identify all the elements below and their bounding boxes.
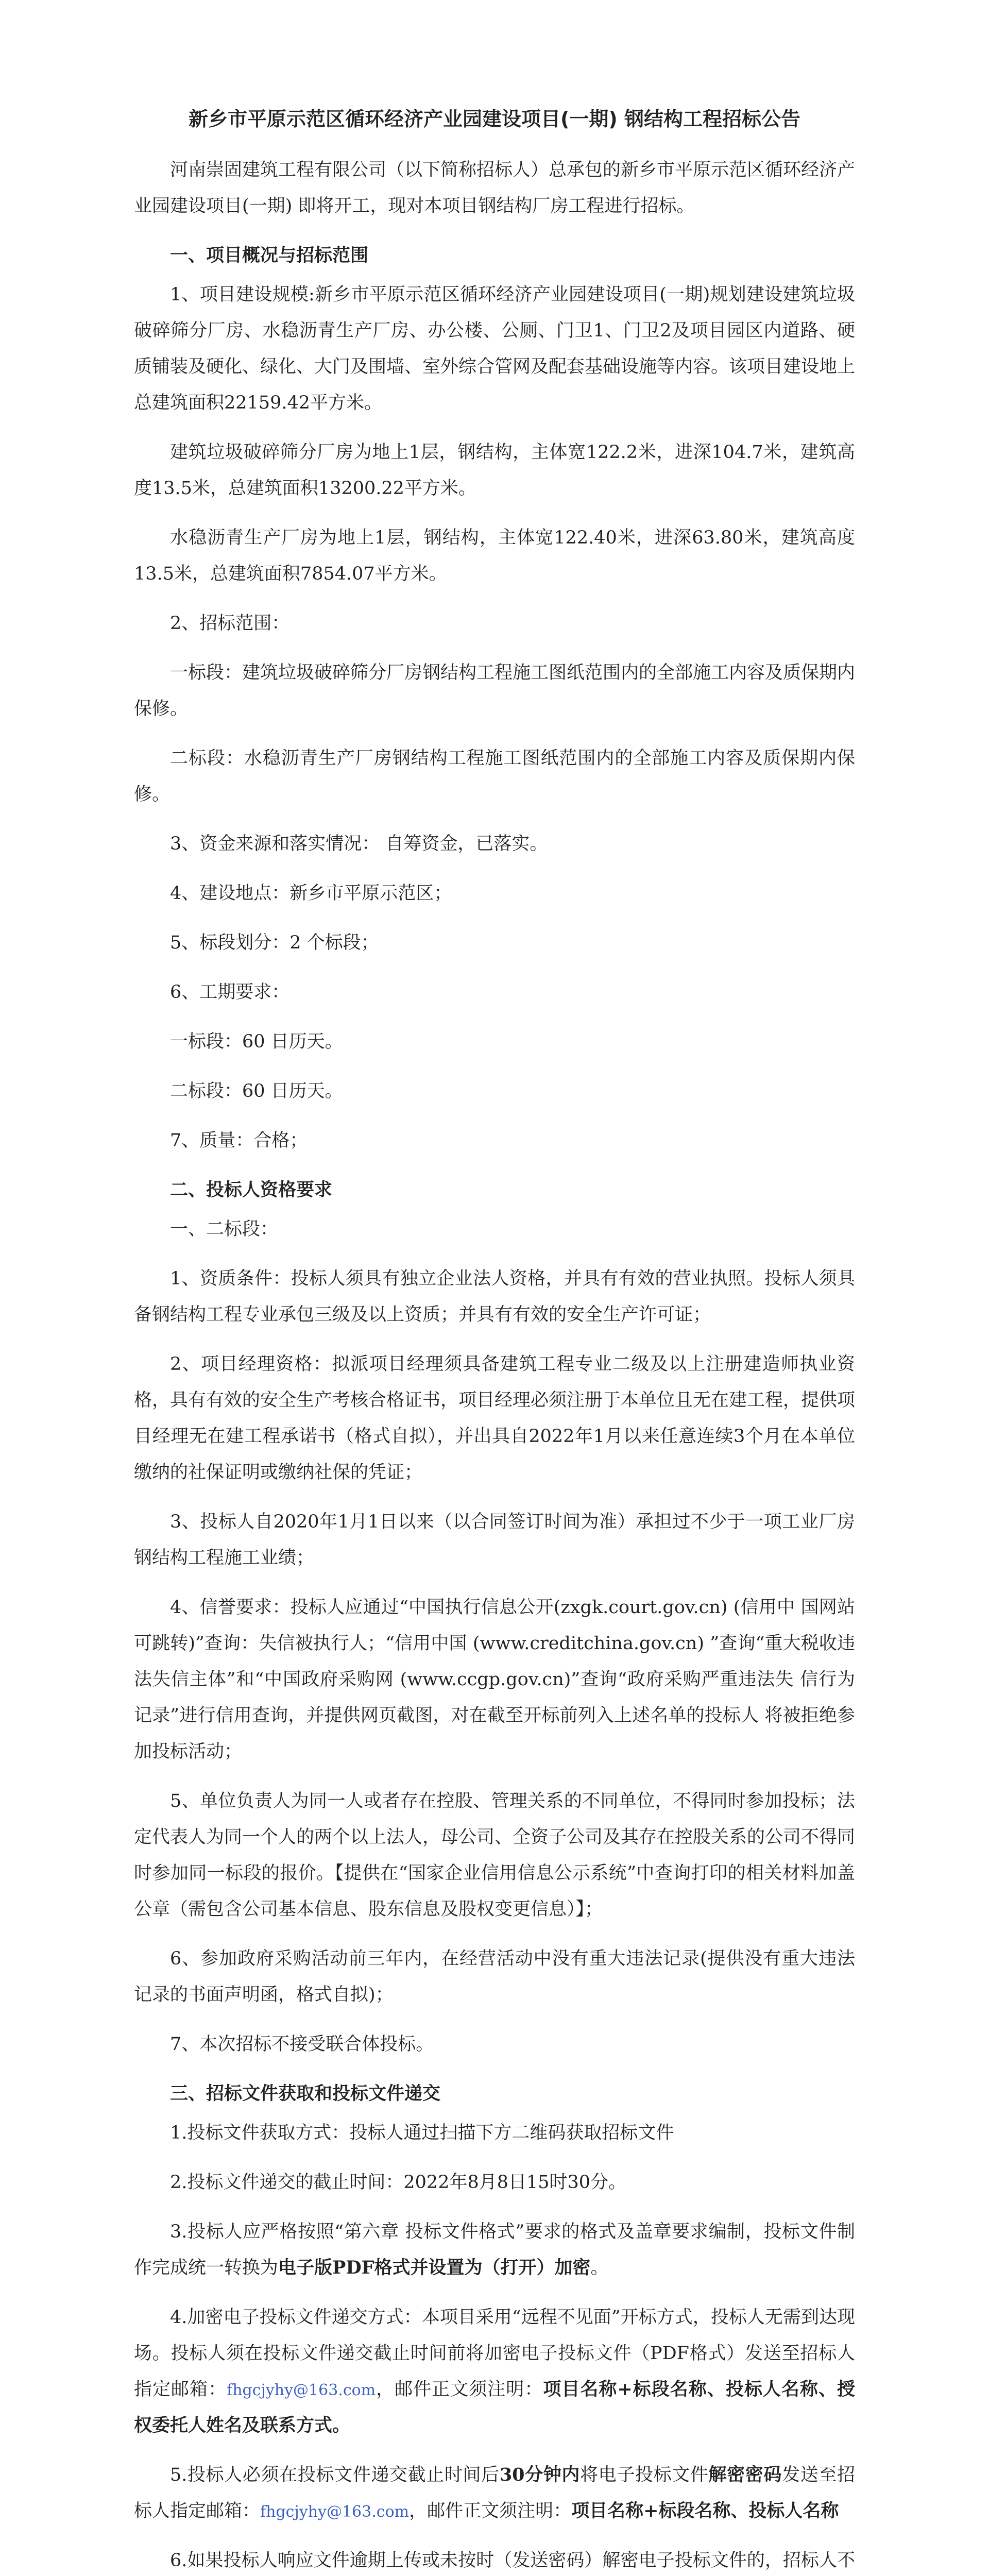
notice-title: 新乡市平原示范区循环经济产业园建设项目(一期) 钢结构工程招标公告: [189, 108, 800, 130]
performance-requirement: 3、投标人自2020年1月1日以来（以合同签订时间为准）承担过不少于一项工业厂房钢结构工程施工业绩；: [134, 1512, 855, 1568]
format-bold: 电子版PDF格式并设置为（打开）加密: [278, 2257, 591, 2278]
section-1-heading: 一、项目概况与招标范围: [170, 245, 369, 266]
lot2-scope: 二标段：水稳沥青生产厂房钢结构工程施工图纸范围内的全部施工内容及质保期内保修。: [134, 748, 855, 805]
lot1-scope: 一标段：建筑垃圾破碎筛分厂房钢结构工程施工图纸范围内的全部施工内容及质保期内保修。: [134, 663, 856, 719]
submission-note: ，邮件正文须注明：: [376, 2379, 543, 2400]
submission-text: 4.加密电子投标文件递交方式：本项目采用“远程不见面”开标方式，投标人无需到达现场。投标人须在投标文件递交截止时间前将加密电子投标文件（PDF格式）发送至招标人指定邮箱：: [134, 2307, 855, 2400]
no-violation: 6、参加政府采购活动前三年内，在经营活动中没有重大违法记录(提供没有重大违法记录的书面声明函，格式自拟)；: [134, 1948, 855, 2005]
email-link-2[interactable]: fhgcjyhy@163.com: [260, 2503, 410, 2521]
funding: 3、资金来源和落实情况： 自筹资金，已落实。: [170, 834, 548, 854]
deadline: 2.投标文件递交的截止时间：2022年8月8日15时30分。: [170, 2172, 627, 2193]
lots-label: 一、二标段：: [170, 1219, 279, 1240]
qualification: 1、资质条件：投标人须具有独立企业法人资格，并具有有效的营业执照。投标人须具备钢结构工程专业承包三级及以上资质；并具有有效的安全生产许可证；: [134, 1268, 855, 1325]
manager-qualification: 2、项目经理资格：拟派项目经理须具备建筑工程专业二级及以上注册建造师执业资格，具有有效的安全生产考核合格证书，项目经理必须注册于本单位且无在建工程，提供项目经理无在建工程承诺书（格式自拟），并出具自2022年1月以来任意连续3个月在本单位缴纳的社保证明或缴纳社保的凭证；: [134, 1354, 856, 1483]
notice-document: [134, 103, 855, 2576]
format-end: 。: [590, 2258, 609, 2278]
email-link[interactable]: fhgcjyhy@163.com: [227, 2381, 376, 2399]
decryption-requirement: [134, 2457, 855, 2529]
format-text: 3.投标人应严格按照“第六章 投标文件格式”要求的格式及盖章要求编制，投标文件制作完成统一转换为: [134, 2222, 855, 2278]
duration-label: 6、工期要求：: [170, 982, 290, 1003]
doc-acquisition: 1.投标文件获取方式：投标人通过扫描下方二维码获取招标文件: [170, 2123, 674, 2143]
lot-division: 5、标段划分：2 个标段；: [170, 933, 379, 953]
no-consortium: 7、本次招标不接受联合体投标。: [170, 2034, 434, 2055]
decrypt-bold-3: 项目名称+标段名称、投标人名称: [571, 2500, 839, 2521]
lot2-duration: 二标段：60 日历天。: [170, 1081, 343, 1101]
section-2-heading: 二、投标人资格要求: [170, 1180, 333, 1200]
location: 4、建设地点：新乡市平原示范区；: [170, 883, 452, 904]
credit-requirement: 4、信誉要求：投标人应通过“中国执行信息公开(zxgk.court.gov.cn) (信用中 国网站可跳转)”查询：失信被执行人；“信用中国 (www.creditchina.gov.cn) ”查询“重大税收违法失信主体”和“中国政府采购网 (www.ccgp.gov.cn)”查询“政府采购严重违法失 信行为记录”进行信用查询，并提供网页截图，对在截至开标前列入上述名单的投标人 将被拒绝参加投标活动；: [134, 1597, 855, 1762]
decrypt-text-4: ，邮件正文须注明：: [409, 2501, 572, 2521]
decrypt-bold-1: 30分钟内: [499, 2464, 581, 2485]
decrypt-text-1: 5.投标人必须在投标文件递交截止时间后: [170, 2465, 500, 2485]
relationship-restriction: 5、单位负责人为同一人或者存在控股、管理关系的不同单位，不得同时参加投标；法定代表人为同一个人的两个以上法人，母公司、全资子公司及其存在控股关系的公司不得同时参加同一标段的报价。【提供在“国家企业信用信息公示系统”中查询打印的相关材料加盖公章（需包含公司基本信息、股东信息及股权变更信息）】；: [134, 1791, 856, 1920]
project-scale: 1、项目建设规模:新乡市平原示范区循环经济产业园建设项目(一期)规划建设建筑垃圾破碎筛分厂房、水稳沥青生产厂房、办公楼、公厕、门卫1、门卫2及项目园区内道路、硬质铺装及硬化、绿化、大门及围墙、室外综合管网及配套基础设施等内容。该项目建设地上总建筑面积22159.42平方米。: [134, 284, 856, 413]
scope-label: 2、招标范围：: [170, 613, 290, 634]
decrypt-text-3: 发送至招标人指定邮箱：: [134, 2465, 855, 2521]
format-requirement: [134, 2214, 855, 2286]
decrypt-bold-2: 解密密码: [708, 2464, 782, 2485]
intro-paragraph: 河南崇固建筑工程有限公司（以下简称招标人）总承包的新乡市平原示范区循环经济产业园建设项目(一期) 即将开工，现对本项目钢结构厂房工程进行招标。: [134, 160, 856, 216]
quality: 7、质量：合格；: [170, 1130, 308, 1151]
late-submission: 6.如果投标人响应文件逾期上传或未按时（发送密码）解密电子投标文件的，招标人不: [170, 2550, 855, 2571]
submission-bold: 项目名称+标段名称、投标人名称、授权委托人姓名及联系方式。: [134, 2379, 855, 2436]
crushing-plant-desc: 建筑垃圾破碎筛分厂房为地上1层，钢结构，主体宽122.2米，进深104.7米，建筑高度13.5米，总建筑面积13200.22平方米。: [134, 442, 855, 499]
lot1-duration: 一标段：60 日历天。: [170, 1031, 343, 1052]
asphalt-plant-desc: 水稳沥青生产厂房为地上1层，钢结构，主体宽122.40米，进深63.80米，建筑高度13.5米，总建筑面积7854.07平方米。: [134, 528, 855, 584]
decrypt-text-2: 将电子投标文件: [580, 2465, 709, 2485]
submission-method: [134, 2299, 855, 2444]
section-3-heading: 三、招标文件获取和投标文件递交: [170, 2083, 441, 2104]
